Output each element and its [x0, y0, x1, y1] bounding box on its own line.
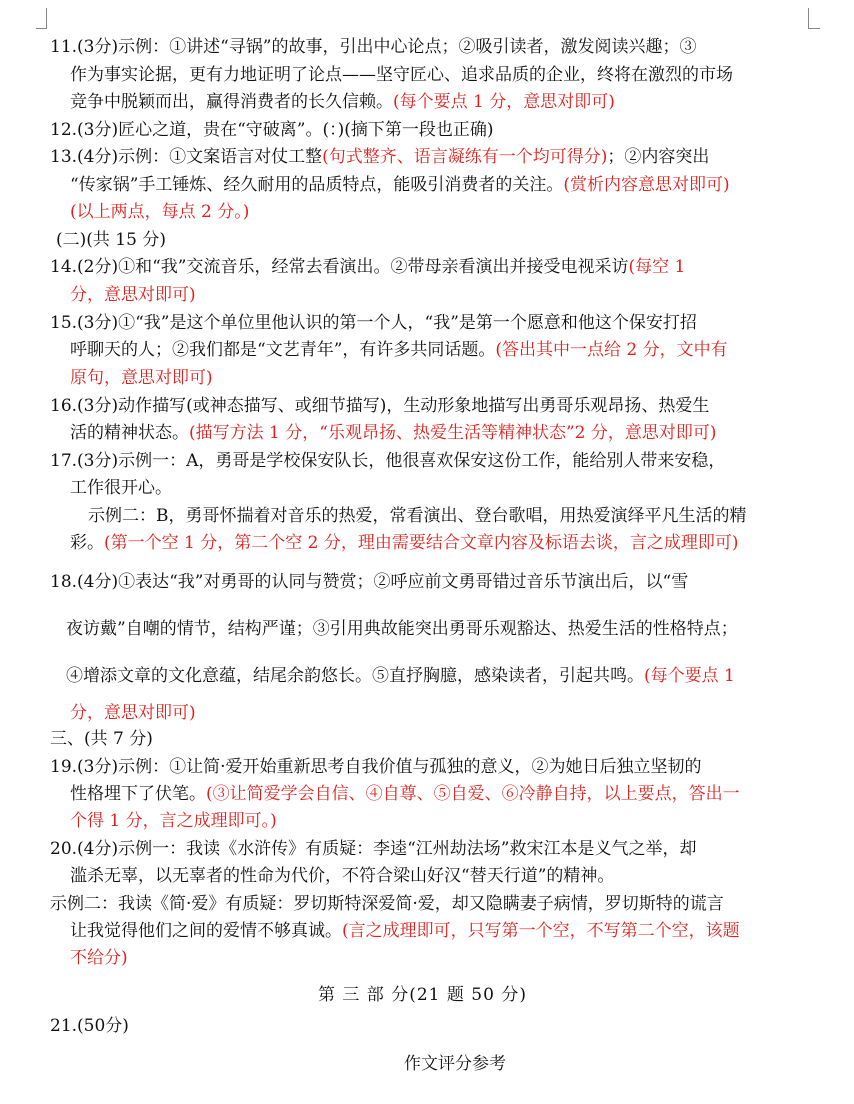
answer-line [50, 118, 494, 142]
answer-line [88, 504, 747, 528]
answer-line [50, 311, 697, 335]
scoring-note: 不给分) [70, 948, 128, 968]
answer-text: 工作很开心。 [70, 478, 172, 498]
answer-text: 示例二：B，勇哥怀揣着对音乐的热爱，常看演出、登台歌唱，用热爱演绎平凡生活的精 [88, 506, 747, 526]
part-heading: 第 三 部 分(21 题 50 分) [318, 985, 527, 1005]
answer-text: 14.(2分)①和“我”交流音乐，经常去看演出。②带母亲看演出并接受电视采访 [50, 257, 629, 277]
answer-text: 20.(4分)示例一：我读《水浒传》有质疑：李逵“江州劫法场”救宋江本是义气之举，却 [50, 839, 697, 859]
scoring-note: 分，意思对即可) [70, 285, 196, 305]
answer-line [70, 476, 172, 500]
answer-text: ；②内容突出 [607, 147, 710, 167]
answer-text: “传家锅”手工锤炼、经久耐用的品质特点，能吸引消费者的关注。 [70, 175, 564, 195]
answer-text: 16.(3分)动作描写(或神态描写、或细节描写)，生动形象地描写出勇哥乐观昂扬、热爱生 [50, 396, 710, 416]
answer-line [50, 35, 697, 59]
answer-line [50, 449, 725, 473]
answer-line [70, 864, 614, 888]
crop-mark-right-v [808, 8, 809, 29]
answer-text: ④增添文章的文化意蕴，结尾余韵悠长。⑤直抒胸臆，感染读者，引起共鸣。 [66, 666, 644, 686]
answer-line [50, 837, 697, 861]
answer-text: 示例二：我读《简·爱》有质疑：罗切斯特深爱简·爱，却又隐瞒妻子病情，罗切斯特的谎言 [50, 894, 724, 914]
answer-text: 11.(3分)示例：①讲述“寻锅”的故事，引出中心论点；②吸引读者，激发阅读兴趣；③ [50, 37, 697, 57]
answer-text: 19.(3分)示例：①让简·爱开始重新思考自我价值与孤独的意义，②为她日后独立坚韧的 [50, 757, 702, 777]
answer-text: 17.(3分)示例一：A，勇哥是学校保安队长，他很喜欢保安这份工作，能给别人带来安稳， [50, 451, 726, 471]
crop-mark-left-h [36, 28, 46, 29]
answer-line [70, 338, 728, 362]
scoring-note: (③让简爱学会自信、④自尊、⑤自爱、⑥冷静自持，以上要点，答出一 [206, 784, 740, 804]
answer-text: 三、(共 7 分) [50, 729, 153, 749]
scoring-note: 原句，意思对即可) [70, 368, 213, 388]
answer-line [70, 919, 740, 943]
answer-line [70, 283, 196, 307]
answer-line [70, 421, 717, 445]
scoring-note: (以上两点，每点 2 分。) [70, 202, 250, 222]
answer-line [50, 1014, 129, 1038]
answer-line [70, 90, 615, 114]
answer-text: 滥杀无辜，以无辜者的性命为代价，不符合梁山好汉“替天行道”的精神。 [70, 866, 615, 886]
answer-line [50, 570, 688, 594]
answer-line [70, 63, 733, 87]
answer-line [50, 255, 685, 279]
answer-text: 呼聊天的人；②我们都是“文艺青年”，有许多共同话题。 [70, 340, 496, 360]
section-heading [50, 727, 153, 751]
scoring-note: (每空 1 [628, 257, 686, 277]
answer-line [50, 145, 709, 169]
scoring-note: 个得 1 分，言之成理即可。) [70, 811, 277, 831]
answer-text: 性格埋下了伏笔。 [70, 784, 206, 804]
scoring-note: (第一个空 1 分，第二个空 2 分，理由需要结合文章内容及标语去谈，言之成理即可) [104, 533, 739, 553]
crop-mark-right-h [808, 28, 820, 29]
answer-line [66, 617, 738, 641]
scoring-note: (赏析内容意思对即可) [563, 175, 730, 195]
answer-line [70, 366, 213, 390]
answer-line [50, 394, 709, 418]
section-heading [56, 228, 166, 252]
answer-line [70, 809, 277, 833]
scoring-note: (每个要点 1 分，意思对即可) [393, 92, 615, 112]
answer-text: 活的精神状态。 [70, 423, 189, 443]
scoring-note: (描写方法 1 分，“乐观昂扬、热爱生活等精神状态”2 分，意思对即可) [189, 423, 717, 443]
scoring-note: (每个要点 1 [644, 666, 735, 686]
answer-text: 13.(4分)示例：①文案语言对仗工整 [50, 147, 323, 167]
answer-line [70, 782, 740, 806]
scoring-note: (句式整齐、语言凝练有一个均可得分) [322, 147, 608, 167]
scoring-note: (答出其中一点给 2 分，文中有 [495, 340, 728, 360]
answer-line [50, 892, 724, 916]
answer-text: 12.(3分)匠心之道，贵在“守破离”。(：)(摘下第一段也正确) [50, 120, 494, 140]
scoring-note: 分，意思对即可) [70, 703, 196, 723]
crop-mark-left-v [46, 8, 47, 29]
answer-text: 竞争中脱颖而出，赢得消费者的长久信赖。 [70, 92, 393, 112]
answer-text: (二)(共 15 分) [56, 230, 166, 250]
answer-line [70, 946, 128, 970]
answer-text: 21.(50分) [50, 1016, 129, 1036]
answer-line [66, 664, 735, 688]
answer-line [70, 173, 730, 197]
answer-line [70, 531, 739, 555]
answer-line [50, 755, 702, 779]
essay-heading: 作文评分参考 [404, 1054, 506, 1074]
answer-text: 15.(3分)①“我”是这个单位里他认识的第一个人，“我”是第一个愿意和他这个保安打招 [50, 313, 697, 333]
answer-text: 夜访戴”自嘲的情节，结构严谨；③引用典故能突出勇哥乐观豁达、热爱生活的性格特点； [66, 619, 738, 639]
answer-line [70, 200, 249, 224]
scoring-note: (言之成理即可，只写第一个空，不写第二个空，该题 [342, 921, 740, 941]
answer-text: 彩。 [70, 533, 104, 553]
answer-line [70, 701, 196, 725]
answer-text: 作为事实论据，更有力地证明了论点——坚守匠心、追求品质的企业，终将在激烈的市场 [70, 65, 733, 85]
answer-text: 18.(4分)①表达“我”对勇哥的认同与赞赏；②呼应前文勇哥错过音乐节演出后，以“雪 [50, 572, 689, 592]
answer-text: 让我觉得他们之间的爱情不够真诚。 [70, 921, 342, 941]
